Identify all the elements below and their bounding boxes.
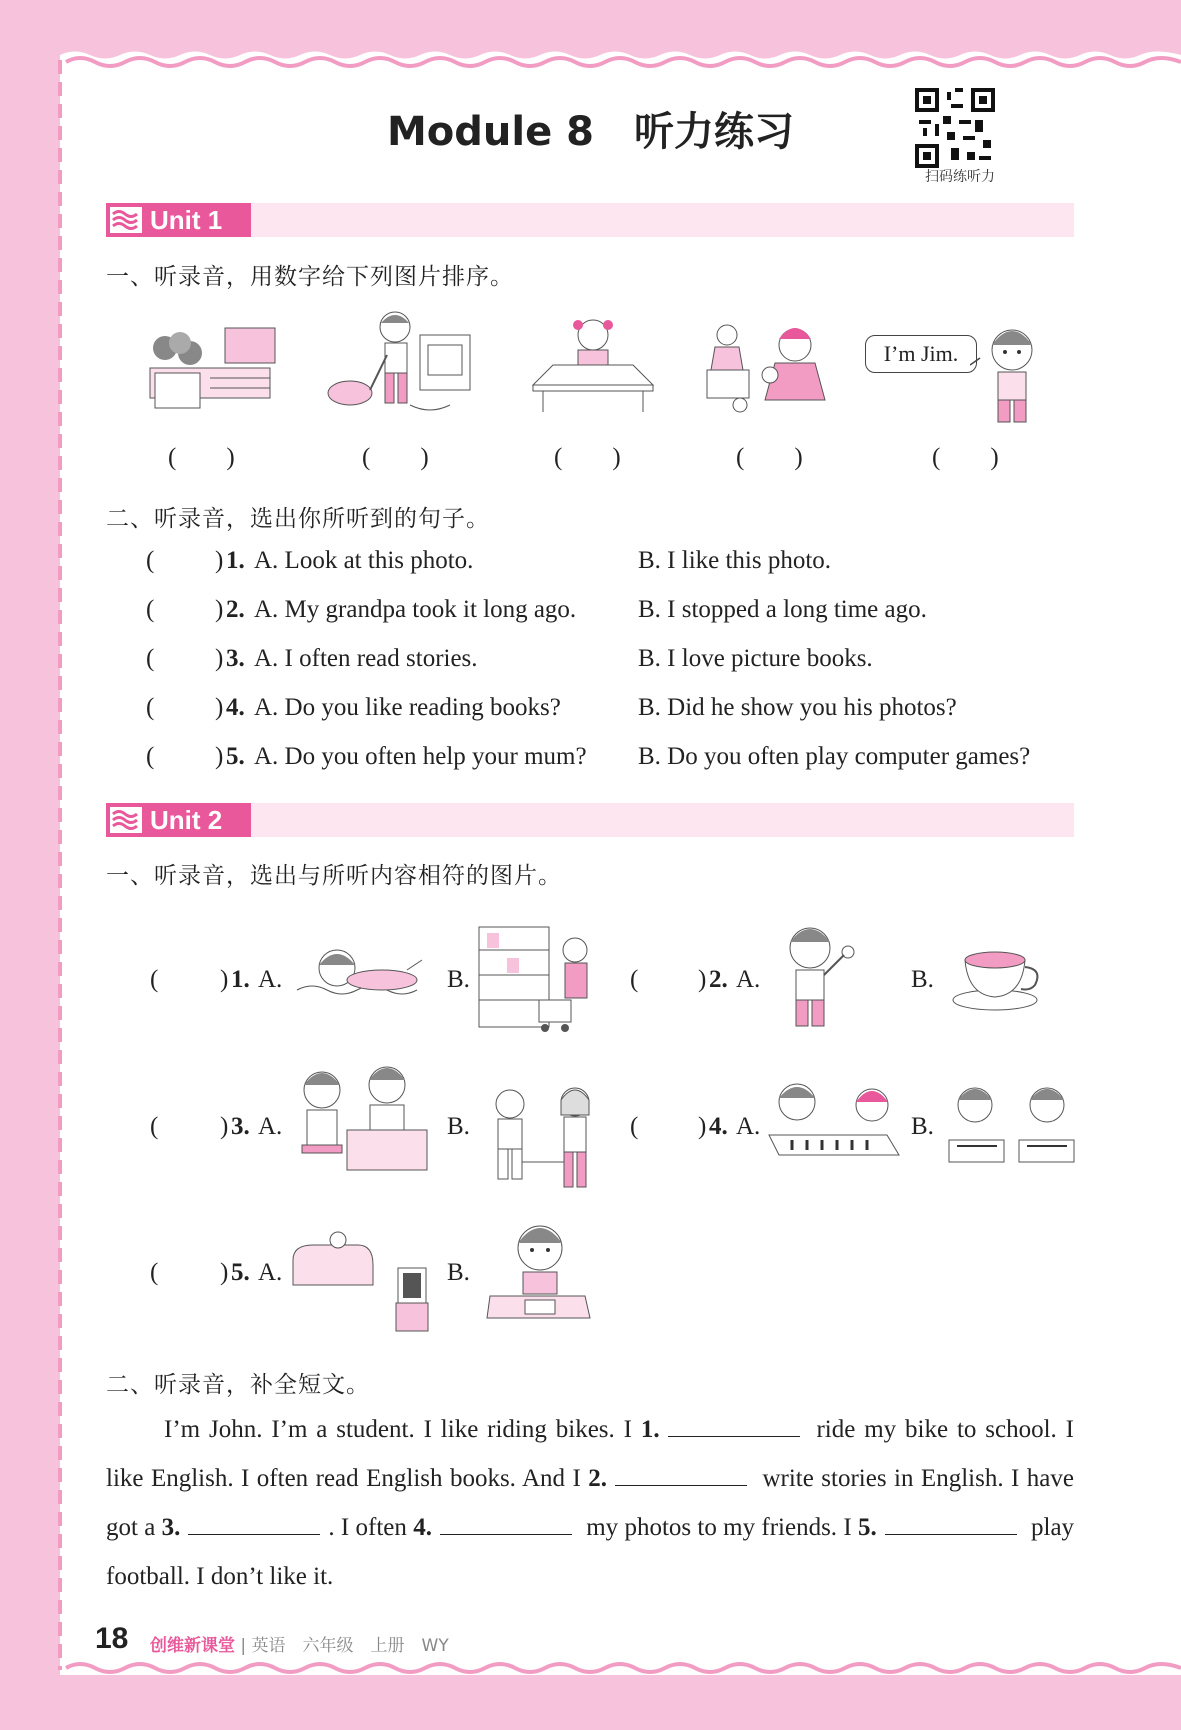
blank-1[interactable]	[668, 1414, 800, 1437]
unit1-tag	[106, 203, 251, 237]
picture-doctor-visit	[292, 1060, 432, 1175]
question-number: 3.	[231, 1113, 250, 1140]
option-a: A. My grandpa took it long ago.	[254, 596, 577, 623]
unit1-label: Unit 1	[150, 204, 223, 235]
picture-shopping	[477, 925, 597, 1035]
speech-bubble: I’m Jim.	[865, 335, 977, 373]
answer-paren[interactable]: (	[630, 966, 639, 993]
answer-paren[interactable]: (	[146, 645, 155, 672]
option-b-label: B.	[911, 966, 934, 993]
answer-paren[interactable]: ( )	[168, 444, 235, 471]
option-b-label: B.	[447, 1259, 470, 1286]
footer-brand: 创维新课堂	[150, 1636, 235, 1656]
question-number: 5.	[226, 743, 245, 770]
picture-two-kids-at-desks	[947, 1080, 1077, 1170]
question-number: 1.	[226, 547, 245, 574]
option-b: B. Do you often play computer games?	[638, 743, 1031, 770]
picture-playing-piano	[767, 1080, 902, 1170]
blank-2[interactable]	[615, 1463, 747, 1486]
picture-boy-jim	[970, 320, 1050, 425]
option-a-label: A.	[736, 966, 761, 993]
option-a: A. Look at this photo.	[254, 547, 474, 574]
blank-3[interactable]	[188, 1512, 320, 1535]
option-a: A. Do you like reading books?	[254, 694, 561, 721]
blank-number: 5.	[857, 1514, 877, 1541]
picture-cinema	[140, 318, 280, 418]
option-b: B. Did he show you his photos?	[638, 694, 957, 721]
answer-paren[interactable]: (	[146, 743, 155, 770]
passage-text: . I often	[328, 1514, 407, 1541]
blank-number: 2.	[588, 1465, 608, 1492]
cloze-passage	[106, 1405, 1074, 1601]
option-a-label: A.	[736, 1113, 761, 1140]
unit1-bar	[106, 203, 1074, 237]
answer-paren-close: )	[220, 1113, 229, 1140]
page-title: Module 8 听力练习	[387, 109, 794, 155]
passage-text: my photos to my friends. I	[586, 1514, 852, 1541]
unit2-bar	[106, 803, 1074, 837]
option-a-label: A.	[258, 1259, 283, 1286]
unit1-part1-heading: 一、听录音，用数字给下列图片排序。	[106, 264, 514, 290]
question-number: 1.	[231, 966, 250, 993]
answer-paren[interactable]: (	[146, 596, 155, 623]
waves-icon	[110, 207, 142, 233]
option-a-label: A.	[258, 1113, 283, 1140]
question-number: 5.	[231, 1259, 250, 1286]
picture-reading-at-desk	[528, 310, 658, 415]
answer-paren-close: )	[698, 1113, 707, 1140]
passage-text: ride my bike to school. I like English. I often read English books. And I	[106, 1416, 1074, 1492]
blank-number: 3.	[161, 1514, 181, 1541]
question-number: 4.	[226, 694, 245, 721]
unit2-tag	[106, 803, 251, 837]
option-a-label: A.	[258, 966, 283, 993]
unit2-part1-heading: 一、听录音，选出与所听内容相符的图片。	[106, 863, 562, 889]
option-b: B. I love picture books.	[638, 645, 873, 672]
answer-paren-close: )	[220, 1259, 229, 1286]
answer-paren[interactable]: (	[146, 547, 155, 574]
answer-paren-close: )	[215, 645, 224, 672]
qr-caption: 扫码练听力	[925, 169, 995, 185]
unit2-label: Unit 2	[150, 804, 223, 835]
answer-paren-close: )	[698, 966, 707, 993]
passage-text: I’m John. I’m a student. I like riding bikes. I	[164, 1416, 632, 1443]
answer-paren[interactable]: ( )	[554, 444, 621, 471]
option-b: B. I stopped a long time ago.	[638, 596, 927, 623]
question-number: 2.	[709, 966, 728, 993]
footer-text	[150, 1631, 449, 1656]
picture-boy-writing	[485, 1218, 595, 1328]
picture-boy-and-woman	[480, 1082, 600, 1192]
option-a: A. Do you often help your mum?	[254, 743, 587, 770]
picture-dolls	[705, 315, 830, 420]
blank-4[interactable]	[440, 1512, 572, 1535]
footer-details: | 英语 六年级 上册 WY	[240, 1636, 449, 1656]
picture-boy-waving	[770, 920, 860, 1030]
blank-5[interactable]	[885, 1512, 1017, 1535]
unit1-part2-heading: 二、听录音，选出你所听到的句子。	[106, 506, 490, 532]
answer-paren[interactable]: (	[150, 966, 159, 993]
waves-icon	[110, 807, 142, 833]
option-b-label: B.	[447, 966, 470, 993]
picture-teacup	[950, 935, 1050, 1015]
answer-paren[interactable]: ( )	[736, 444, 803, 471]
question-number: 3.	[226, 645, 245, 672]
answer-paren[interactable]: (	[150, 1113, 159, 1140]
passage-text: play football. I don’t like it.	[106, 1514, 1075, 1590]
unit2-part2-heading: 二、听录音，补全短文。	[106, 1372, 370, 1398]
answer-paren[interactable]: (	[630, 1113, 639, 1140]
option-b: B. I like this photo.	[638, 547, 832, 574]
answer-paren-close: )	[215, 743, 224, 770]
picture-vacuuming	[325, 305, 475, 420]
answer-paren[interactable]: (	[146, 694, 155, 721]
passage-text: write stories in English. I have got a	[106, 1465, 1074, 1541]
blank-number: 4.	[413, 1514, 432, 1541]
page-number: 18	[95, 1622, 129, 1655]
question-number: 2.	[226, 596, 245, 623]
answer-paren-close: )	[215, 547, 224, 574]
picture-swimming	[292, 940, 432, 1015]
option-b-label: B.	[911, 1113, 934, 1140]
answer-paren[interactable]: ( )	[932, 444, 999, 471]
question-number: 4.	[709, 1113, 728, 1140]
answer-paren-close: )	[215, 694, 224, 721]
answer-paren-close: )	[220, 966, 229, 993]
answer-paren-close: )	[215, 596, 224, 623]
picture-watching-tv	[288, 1230, 438, 1335]
option-b-label: B.	[447, 1113, 470, 1140]
answer-paren[interactable]: (	[150, 1259, 159, 1286]
qr-code-icon[interactable]	[915, 88, 995, 168]
blank-number: 1.	[640, 1416, 660, 1443]
option-a: A. I often read stories.	[254, 645, 478, 672]
answer-paren[interactable]: ( )	[362, 444, 429, 471]
